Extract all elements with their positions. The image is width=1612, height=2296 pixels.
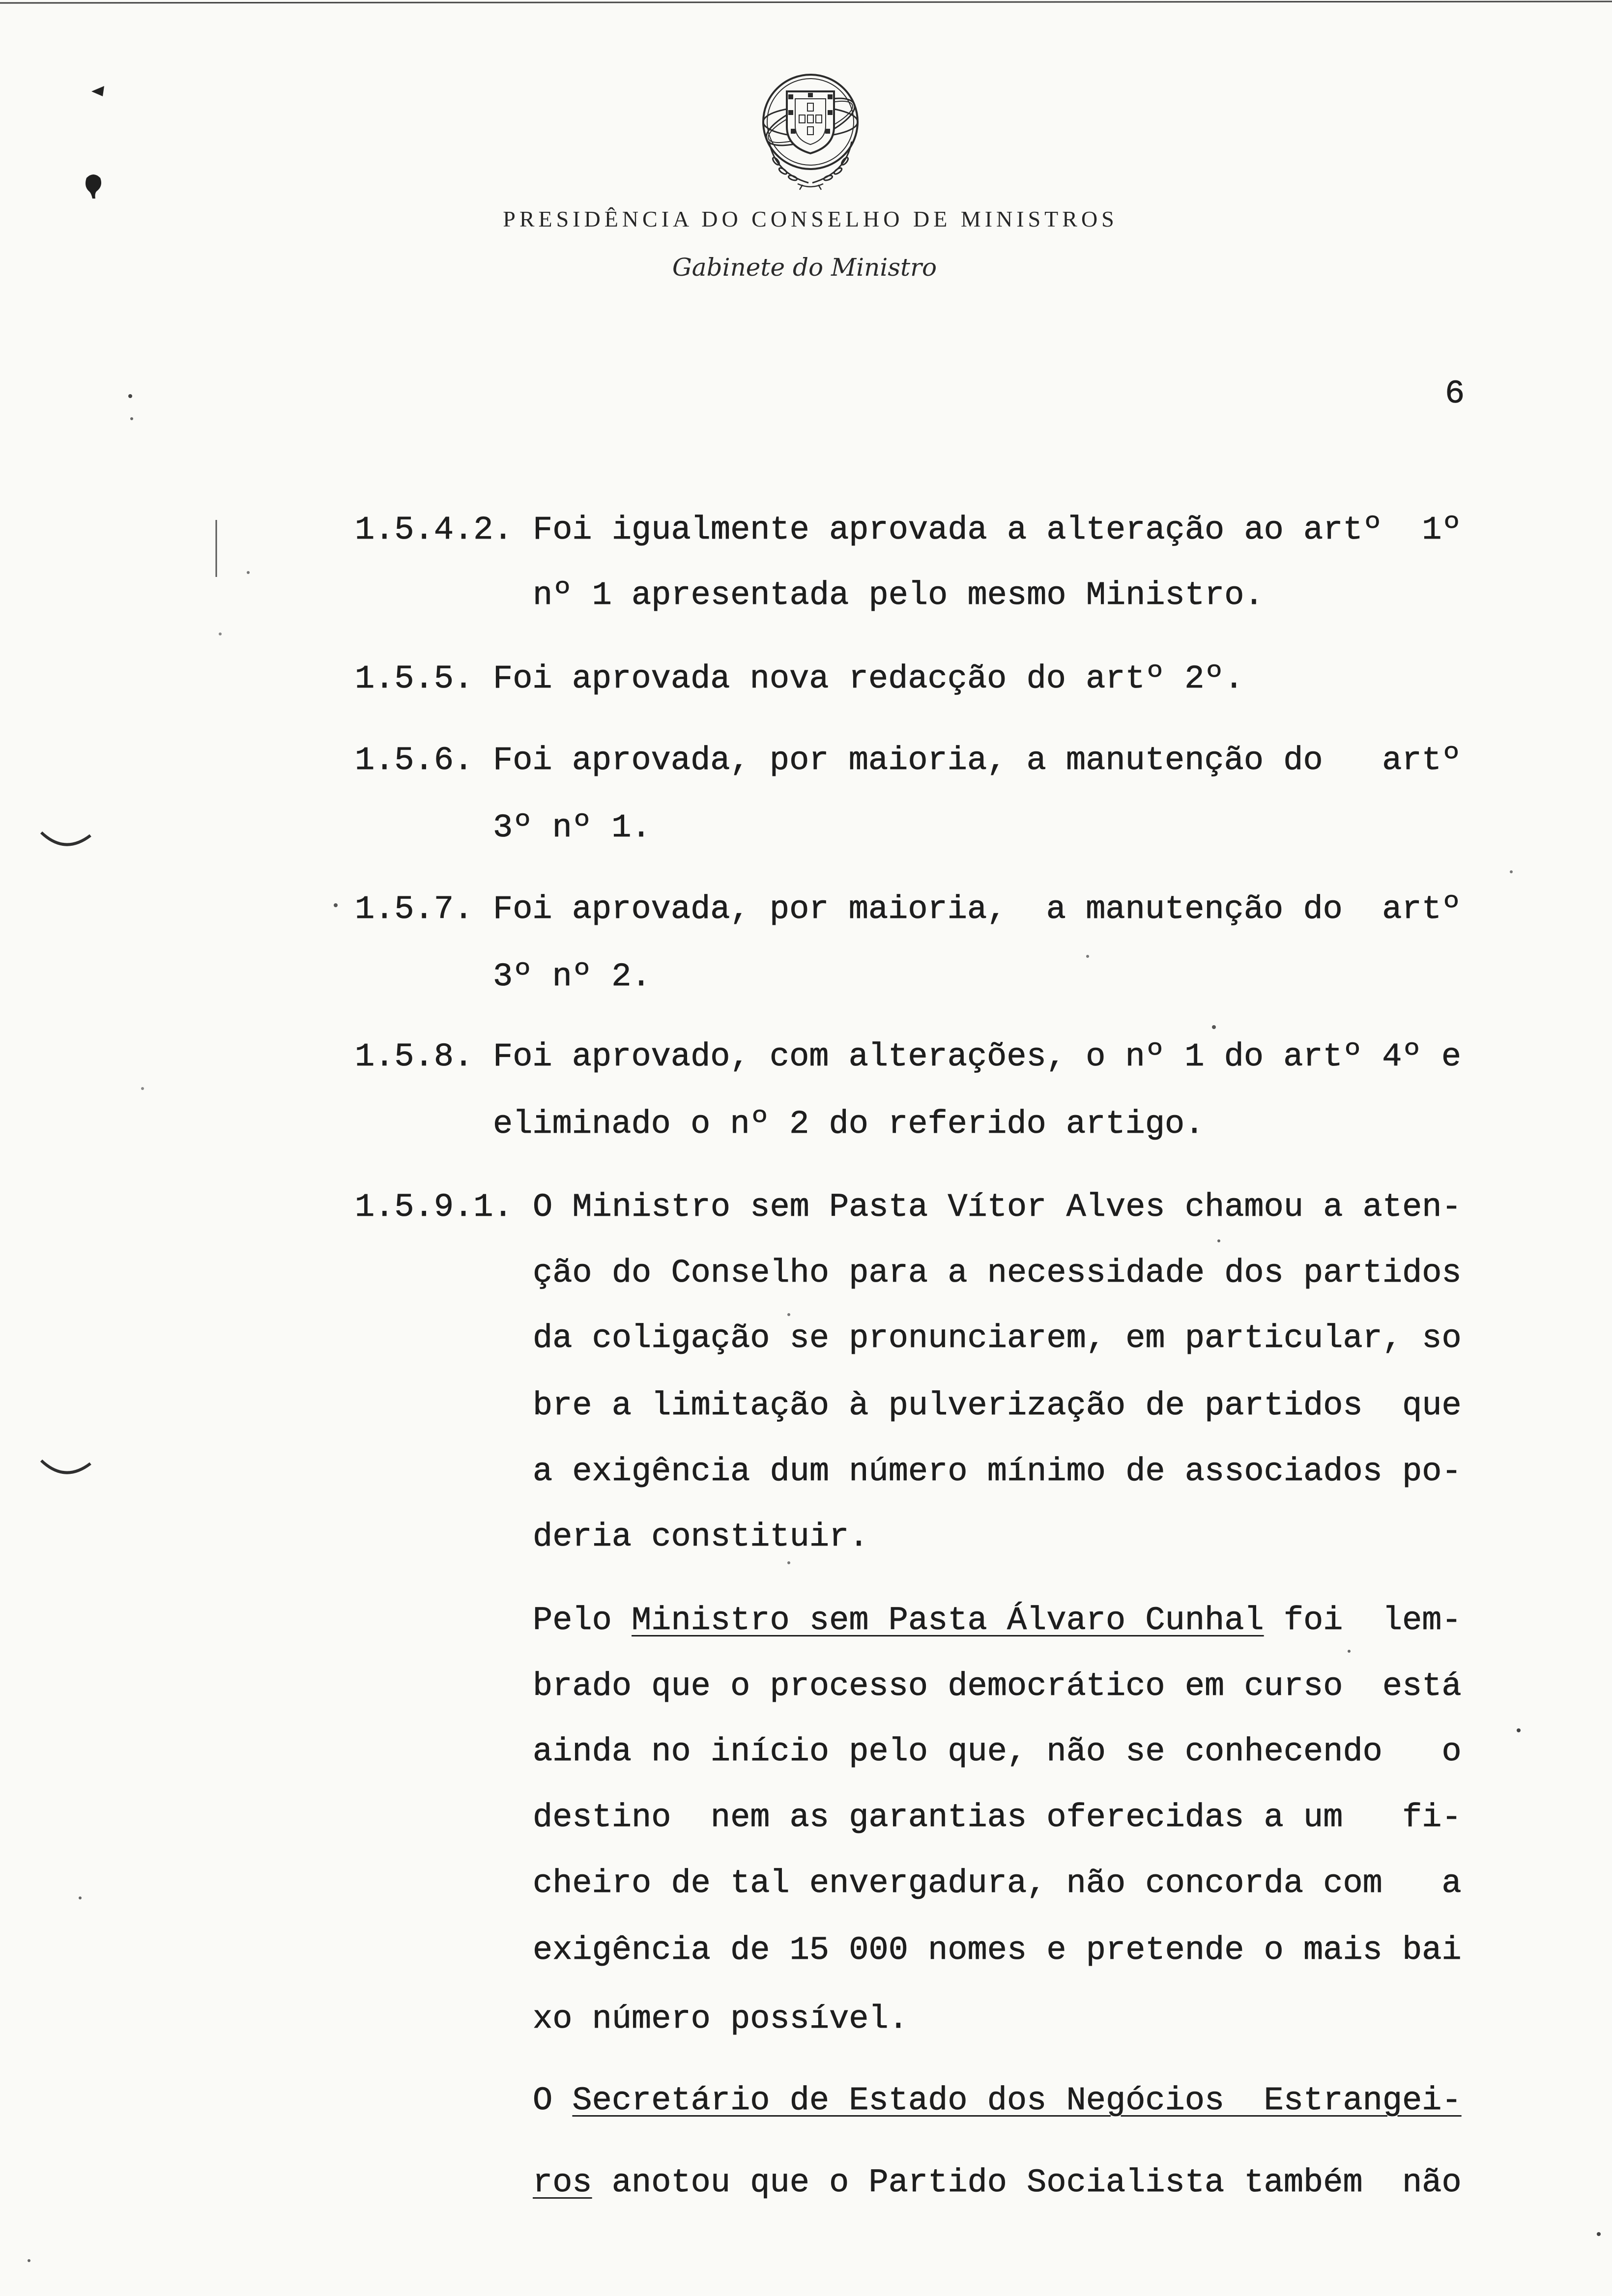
item-number: 1.5.6. bbox=[355, 742, 474, 779]
item-number: 1.5.5. bbox=[355, 660, 474, 698]
scan-blob bbox=[86, 174, 101, 199]
scan-dot bbox=[28, 2259, 30, 2262]
text-line: ainda no início pelo que, não se conhecendo o bbox=[533, 1733, 1462, 1771]
text-line: eliminado o nº 2 do referido artigo. bbox=[493, 1106, 1205, 1143]
office-subtitle: Gabinete do Ministro bbox=[672, 253, 937, 282]
text-segment: Pelo bbox=[533, 1602, 632, 1639]
scan-dot bbox=[1212, 1025, 1216, 1029]
text-line: cheiro de tal envergadura, não concorda com a bbox=[533, 1865, 1462, 1902]
castle-icon bbox=[828, 94, 833, 99]
text-line: Foi igualmente aprovada a alteração ao artº 1º bbox=[533, 512, 1462, 549]
castle-icon bbox=[808, 93, 813, 97]
text-line: Foi aprovada, por maioria, a manutenção do artº bbox=[493, 891, 1462, 928]
institution-title: PRESIDÊNCIA DO CONSELHO DE MINISTROS bbox=[503, 206, 1118, 231]
text-line: Foi aprovada nova redacção do artº 2º. bbox=[493, 660, 1244, 698]
item-number: 1.5.8. bbox=[355, 1038, 474, 1076]
scan-mark bbox=[91, 86, 104, 96]
scan-dot bbox=[247, 571, 250, 574]
text-line: bre a limitação à pulverização de partidos que bbox=[533, 1387, 1462, 1425]
ribbon bbox=[798, 184, 823, 190]
castle-icon bbox=[791, 129, 796, 134]
item-number: 1.5.7. bbox=[355, 891, 474, 928]
item-number: 1.5.4.2. bbox=[355, 512, 513, 549]
text-line: brado que o processo democrático em curso está bbox=[533, 1668, 1462, 1705]
text-line bbox=[533, 1601, 1462, 1640]
scan-dot bbox=[334, 903, 338, 907]
page-top-edge bbox=[0, 1, 1612, 3]
scan-dot bbox=[141, 1087, 144, 1090]
text-line bbox=[533, 2081, 1462, 2121]
scan-dot bbox=[1086, 955, 1089, 958]
text-line: 3º nº 1. bbox=[493, 809, 651, 847]
scan-dot bbox=[787, 1313, 790, 1316]
castle-icon bbox=[788, 110, 793, 115]
text-line: da coligação se pronunciarem, em particular, so bbox=[533, 1320, 1462, 1357]
underlined-name: Ministro sem Pasta Álvaro Cunhal bbox=[632, 1602, 1264, 1639]
scan-dot bbox=[787, 1561, 790, 1564]
scan-dot bbox=[1517, 1728, 1521, 1732]
text-line: exigência de 15 000 nomes e pretende o mais bai bbox=[533, 1932, 1462, 1969]
punch-hole-curve bbox=[41, 832, 90, 845]
text-line: a exigência dum número mínimo de associados po- bbox=[533, 1453, 1462, 1491]
text-line: ção do Conselho para a necessidade dos partidos bbox=[533, 1255, 1462, 1292]
scan-dot bbox=[1510, 870, 1513, 873]
scan-dot bbox=[1597, 2232, 1601, 2236]
scan-dot bbox=[1217, 1239, 1220, 1242]
text-segment: O bbox=[533, 2082, 573, 2120]
text-line: 3º nº 2. bbox=[493, 958, 651, 996]
scan-dot bbox=[130, 417, 133, 420]
scan-dot bbox=[219, 632, 222, 635]
underlined-name: ros bbox=[533, 2164, 592, 2202]
text-line: deria constituir. bbox=[533, 1519, 869, 1556]
coat-of-arms-emblem bbox=[751, 68, 869, 191]
page-number: 6 bbox=[1445, 375, 1465, 413]
text-segment: anotou que o Partido Socialista também não bbox=[592, 2164, 1462, 2202]
text-line: xo número possível. bbox=[533, 2001, 908, 2038]
text-line: Foi aprovado, com alterações, o nº 1 do artº 4º e bbox=[493, 1038, 1462, 1076]
text-line: O Ministro sem Pasta Vítor Alves chamou a aten- bbox=[533, 1189, 1462, 1226]
scan-dot bbox=[79, 1896, 82, 1899]
text-line: destino nem as garantias oferecidas a um fi- bbox=[533, 1799, 1462, 1837]
scan-dot bbox=[128, 394, 132, 398]
item-number: 1.5.9.1. bbox=[355, 1189, 513, 1226]
castle-icon bbox=[828, 110, 833, 115]
scan-dot bbox=[1348, 1650, 1351, 1653]
text-line bbox=[533, 2163, 1462, 2203]
punch-hole-curve bbox=[41, 1461, 90, 1473]
text-line: nº 1 apresentada pelo mesmo Ministro. bbox=[533, 577, 1264, 614]
castle-icon bbox=[788, 94, 793, 99]
castle-icon bbox=[825, 129, 830, 134]
underlined-name: Secretário de Estado dos Negócios Estrangei- bbox=[572, 2082, 1462, 2120]
text-line: Foi aprovada, por maioria, a manutenção do artº bbox=[493, 742, 1462, 779]
text-segment: foi lem- bbox=[1264, 1602, 1462, 1639]
